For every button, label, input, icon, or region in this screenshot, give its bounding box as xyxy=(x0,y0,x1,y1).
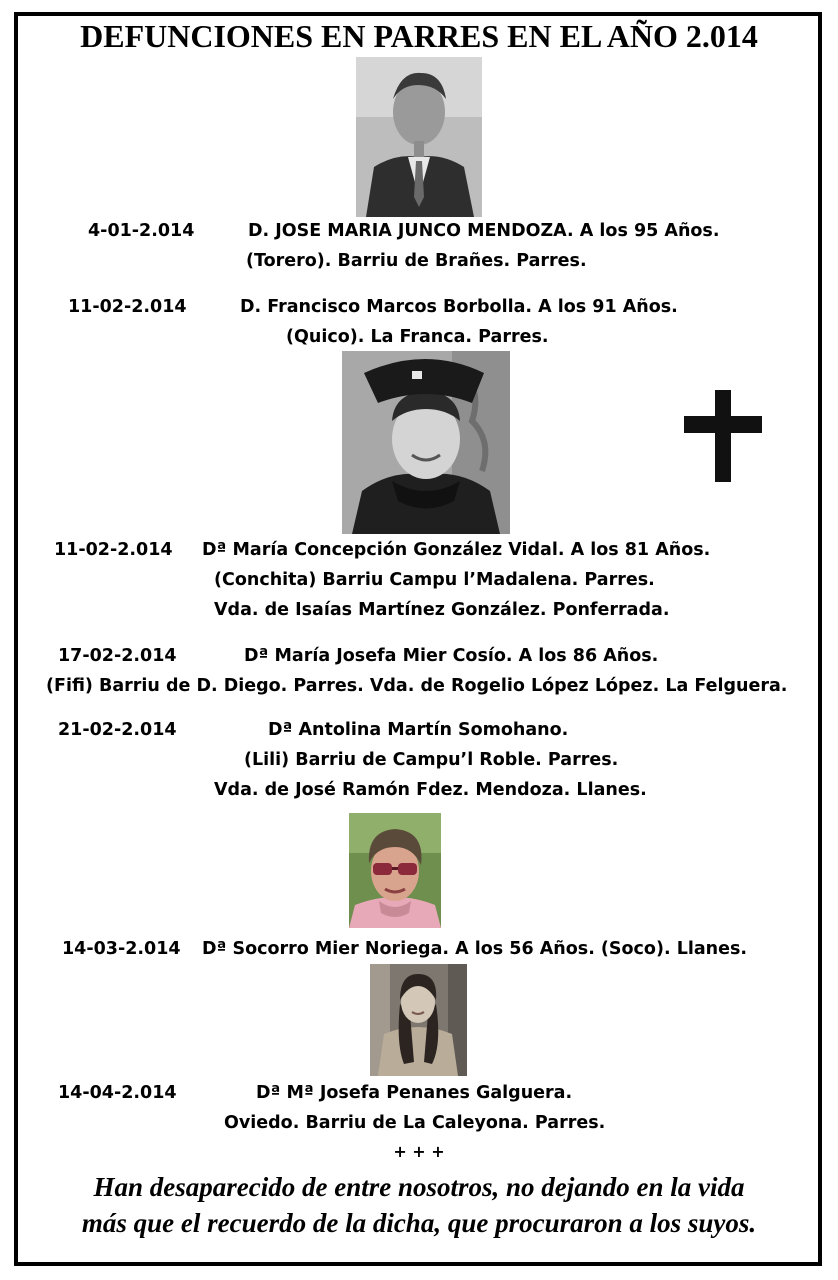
entry-detail-line: Oviedo. Barriu de La Caleyona. Parres. xyxy=(224,1113,606,1133)
entry-date: 17-02-2.014 xyxy=(58,646,177,666)
entry-detail-line: (Conchita) Barriu Campu l’Madalena. Parres. xyxy=(214,570,655,590)
entry-date: 14-03-2.014 xyxy=(62,939,181,959)
closing-line-2: más que el recuerdo de la dicha, que procuraron a los suyos. xyxy=(81,1208,757,1238)
entry-detail-line: (Quico). La Franca. Parres. xyxy=(286,327,549,347)
entry-date: 21-02-2.014 xyxy=(58,720,177,740)
entry-detail-line: (Lili) Barriu de Campu’l Roble. Parres. xyxy=(244,750,619,770)
entry-name-line: Dª Socorro Mier Noriega. A los 56 Años. (Soco). Llanes. xyxy=(202,939,748,959)
entry-detail-line: (Torero). Barriu de Brañes. Parres. xyxy=(246,251,587,271)
entry-name-line: D. Francisco Marcos Borbolla. A los 91 Años. xyxy=(240,297,678,317)
entry-name-line: Dª María Josefa Mier Cosío. A los 86 Años. xyxy=(244,646,659,666)
entry-date: 14-04-2.014 xyxy=(58,1083,177,1103)
entry-detail-line: (Fifi) Barriu de D. Diego. Parres. Vda. de Rogelio López López. La Felguera. xyxy=(46,676,788,696)
entry-name-line: Dª María Concepción González Vidal. A los 81 Años. xyxy=(202,540,711,560)
entry-name-line: Dª Mª Josefa Penanes Galguera. xyxy=(256,1083,573,1103)
entry-detail-line: Vda. de Isaías Martínez González. Ponferrada. xyxy=(214,600,670,620)
portrait-photo-maria-josefa-penanes xyxy=(370,964,467,1076)
portrait-photo-socorro xyxy=(349,813,441,928)
portrait-photo-maria-concepcion xyxy=(342,351,510,534)
entry-date: 11-02-2.014 xyxy=(54,540,173,560)
entry-name-line: D. JOSE MARIA JUNCO MENDOZA. A los 95 Años. xyxy=(248,221,720,241)
entry-name-line: Dª Antolina Martín Somohano. xyxy=(268,720,569,740)
cross-icon xyxy=(684,390,762,482)
entry-detail-line: Vda. de José Ramón Fdez. Mendoza. Llanes. xyxy=(214,780,647,800)
entry-date: 11-02-2.014 xyxy=(68,297,187,317)
closing-line-1: Han desaparecido de entre nosotros, no dejando en la vida xyxy=(93,1172,745,1202)
separator: + + + xyxy=(393,1142,445,1161)
portrait-photo-jose-maria xyxy=(356,57,482,217)
entry-date: 4-01-2.014 xyxy=(88,221,195,241)
page-title: DEFUNCIONES EN PARRES EN EL AÑO 2.014 xyxy=(80,18,758,54)
